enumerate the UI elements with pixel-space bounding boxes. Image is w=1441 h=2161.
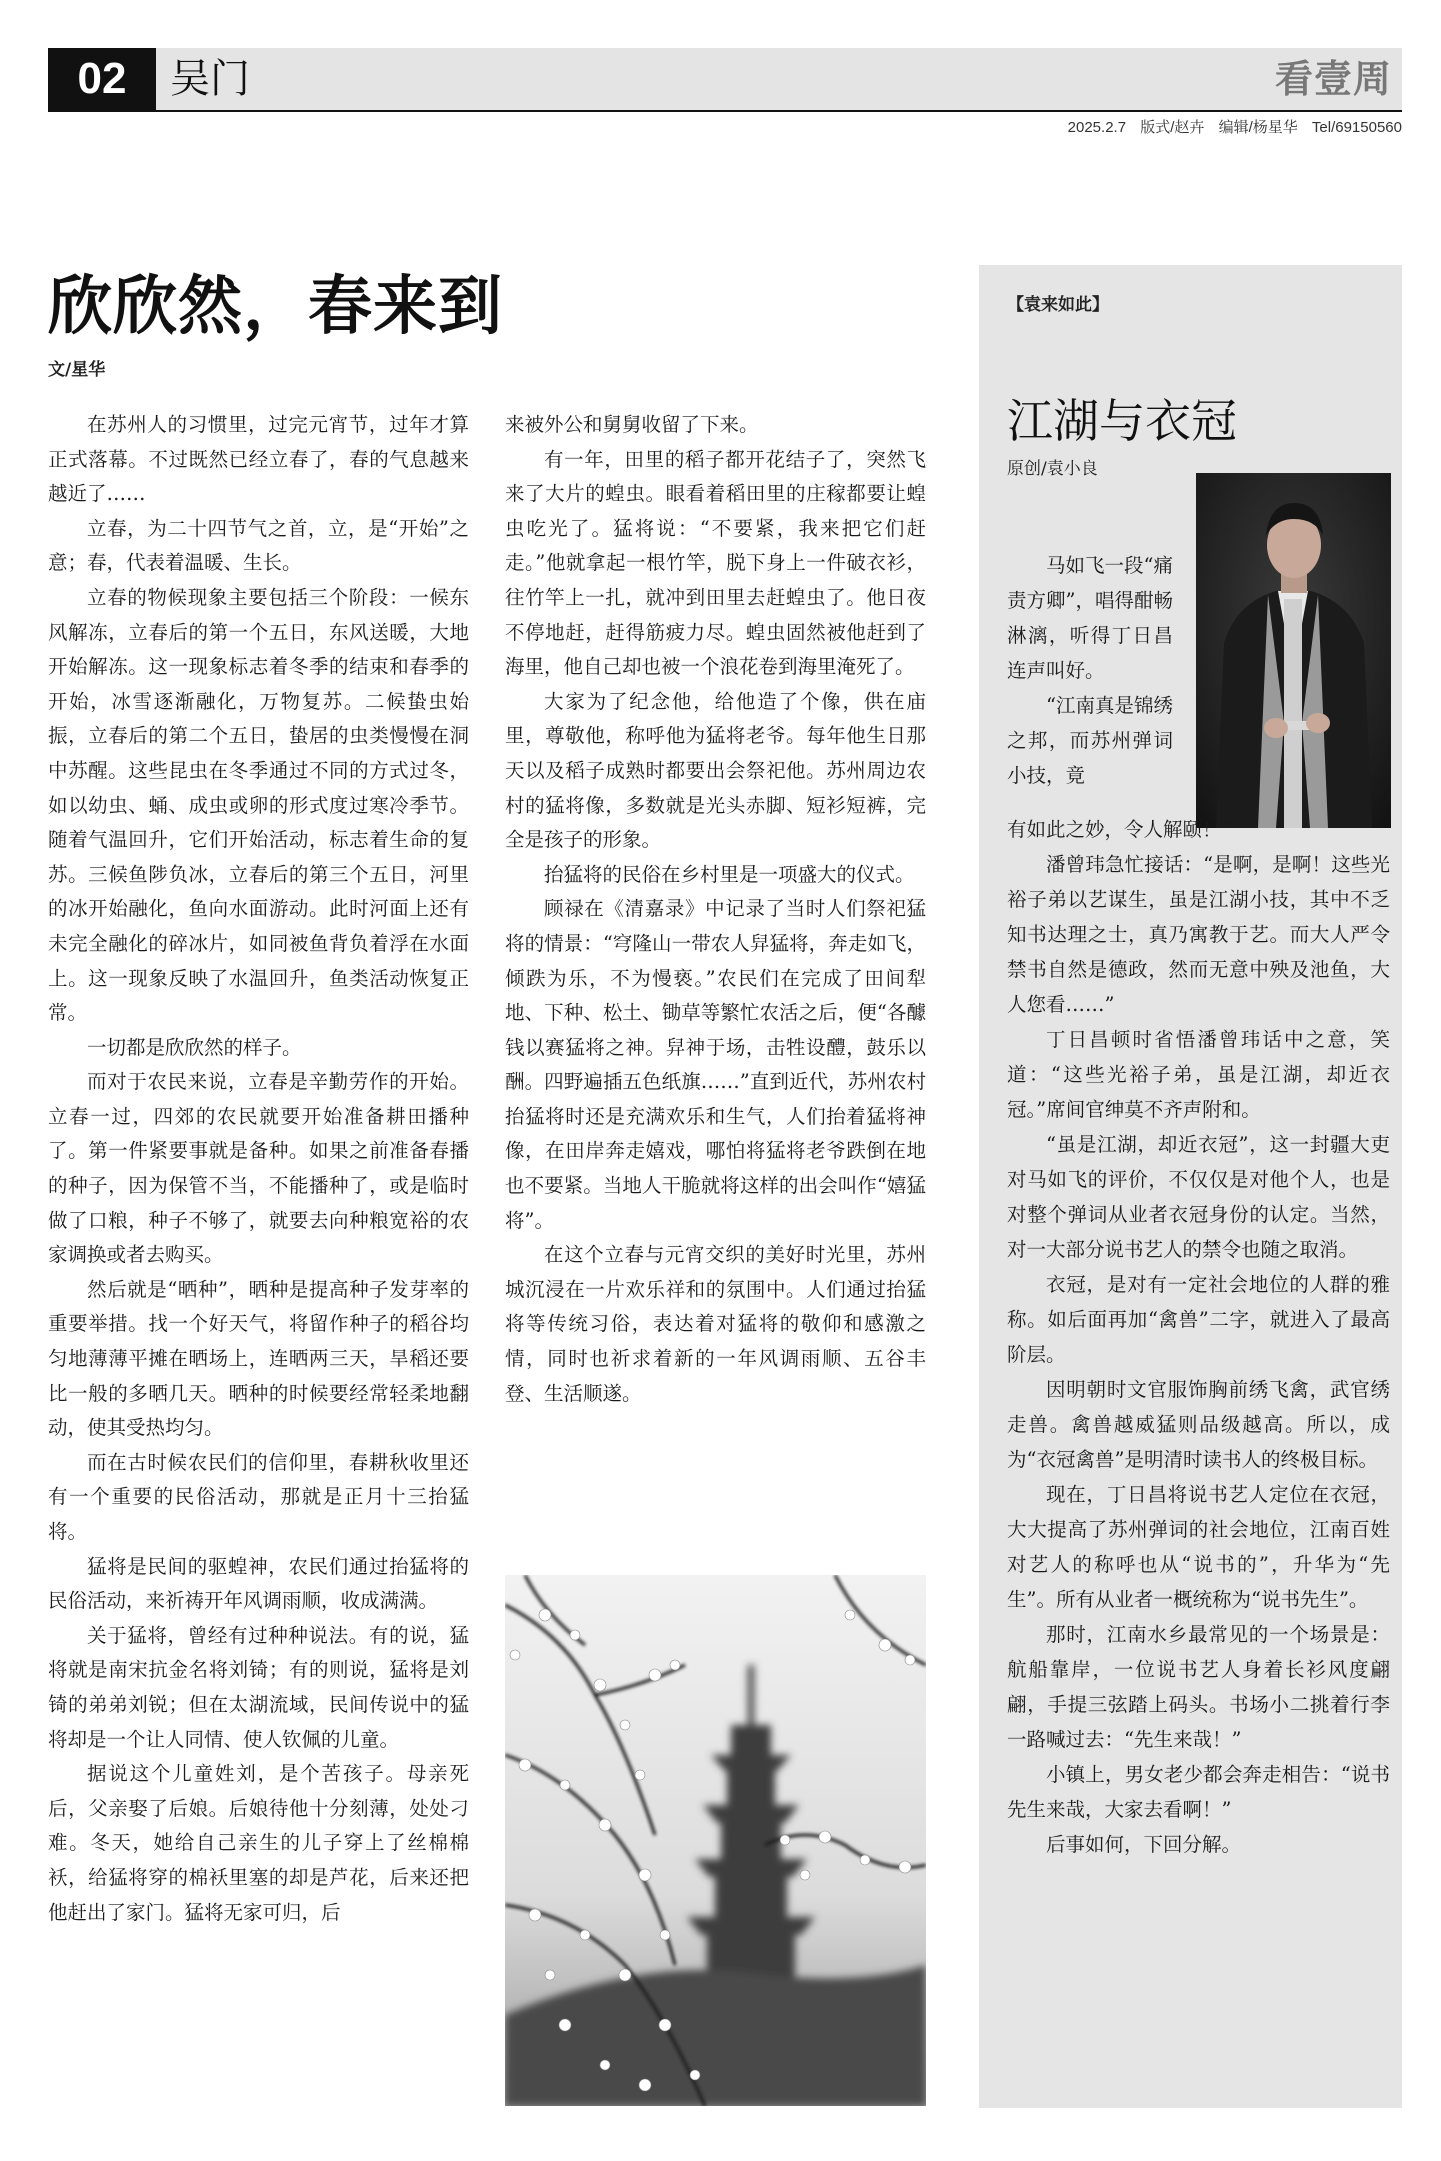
paragraph: 后事如何，下回分解。 bbox=[1046, 1833, 1242, 1856]
column-tag: 【袁来如此】 bbox=[1007, 295, 1109, 315]
paragraph-continued: 有如此之妙，令人解颐！” bbox=[1007, 818, 1232, 841]
paragraph: 关于猛将，曾经有过种种说法。有的说，猛将就是南宋抗金名将刘锜；有的则说，猛将是刘锜的弟弟刘锐；但在太湖流域，民间传说中的猛将却是一个让人同情、使人钦佩的儿童。 bbox=[48, 1623, 469, 1751]
paragraph: 然后就是“晒种”，晒种是提高种子发芽率的重要举措。找一个好天气，将留作种子的稻谷均匀地薄薄平摊在晒场上，连晒两三天，旱稻还要比一般的多晒几天。晒种的时候要经常轻柔地翻动，使其受热均匀。 bbox=[48, 1277, 469, 1440]
article-column-1 bbox=[48, 408, 469, 1930]
article-byline: 文/星华 bbox=[48, 360, 106, 380]
layout-credit: 版式/赵卉 bbox=[1140, 119, 1205, 136]
paragraph: 立春，为二十四节气之首，立，是“开始”之意；春，代表着温暖、生长。 bbox=[48, 516, 469, 575]
section-name: 吴门 bbox=[170, 56, 250, 102]
paragraph: 有一年，田里的稻子都开花结子了，突然飞来了大片的蝗虫。眼看着稻田里的庄稼都要让蝗虫吃光了。猛将说：“不要紧，我来把它们赶走。”他就拿起一根竹竿，脱下身上一件破衣衫，往竹竿上一扎，就冲到田里去赶蝗虫了。他日夜不停地赶，赶得筋疲力尽。蝗虫固然被他赶到了海里，他自己却也被一个浪花卷到海里淹死了。 bbox=[505, 447, 926, 679]
sidebar-byline: 原创/袁小良 bbox=[1007, 459, 1098, 479]
paragraph: 小镇上，男女老少都会奔走相告：“说书先生来哉，大家去看啊！” bbox=[1007, 1763, 1390, 1821]
paragraph-continued: 来被外公和舅舅收留了下来。 bbox=[505, 413, 759, 436]
paragraph: 大家为了纪念他，给他造了个像，供在庙里，尊敬他，称呼他为猛将老爷。每年他生日那天以及稻子成熟时都要出会祭祀他。苏州周边农村的猛将像，多数就是光头赤脚、短衫短裤，完全是孩子的形象。 bbox=[505, 689, 926, 852]
pagoda-blossom-photo bbox=[505, 1575, 926, 2106]
sidebar-column-narrow bbox=[1007, 548, 1173, 793]
paragraph: 而对于农民来说，立春是辛勤劳作的开始。立春一过，四郊的农民就要开始准备耕田播种了。第一件紧要事就是备种。如果之前准备春播的种子，因为保管不当，不能播种了，或是临时做了口粮，种子不够了，就要去向种粮宽裕的农家调换或者去购买。 bbox=[48, 1070, 469, 1267]
paragraph: 潘曾玮急忙接话：“是啊，是啊！这些光裕子弟以艺谋生，虽是江湖小技，其中不乏知书达理之士，真乃寓教于艺。而大人严令禁书自然是德政，然而无意中殃及池鱼，大人您看……” bbox=[1007, 853, 1390, 1016]
article-column-2 bbox=[505, 408, 926, 1411]
paragraph: 一切都是欣欣然的样子。 bbox=[87, 1035, 302, 1059]
tel-number: Tel/69150560 bbox=[1311, 119, 1402, 136]
editor-credit: 编辑/杨星华 bbox=[1218, 119, 1298, 136]
paragraph: 因明朝时文官服饰胸前绣飞禽，武官绣走兽。禽兽越威猛则品级越高。所以，成为“衣冠禽兽”是明清时读书人的终极目标。 bbox=[1007, 1378, 1390, 1471]
paragraph: 立春的物候现象主要包括三个阶段：一候东风解冻，立春后的第一个五日，东风送暖，大地开始解冻。这一现象标志着冬季的结束和春季的开始，冰雪逐渐融化，万物复苏。二候蛰虫始振，立春后的第二个五日，蛰居的虫类慢慢在洞中苏醒。这些昆虫在冬季通过不同的方式过冬，如以幼虫、蛹、成虫或卵的形式度过寒冷季节。随着气温回升，它们开始活动，标志着生命的复苏。三候鱼陟负冰，立春后的第三个五日，河里的冰开始融化，鱼向水面游动。此时河面上还有未完全融化的碎冰片，如同被鱼背负着浮在水面上。这一现象反映了水温回升，鱼类活动恢复正常。 bbox=[48, 585, 469, 1025]
page-header bbox=[48, 48, 1402, 112]
paragraph: 猛将是民间的驱蝗神，农民们通过抬猛将的民俗活动，来祈祷开年风调雨顺，收成满满。 bbox=[48, 1554, 469, 1613]
page-number: 02 bbox=[48, 48, 156, 110]
paragraph: 而在古时候农民们的信仰里，春耕秋收里还有一个重要的民俗活动，那就是正月十三抬猛将。 bbox=[48, 1450, 469, 1543]
paragraph: 在苏州人的习惯里，过完元宵节，过年才算正式落幕。不过既然已经立春了，春的气息越来越近了…… bbox=[48, 413, 469, 506]
issue-meta bbox=[1058, 116, 1402, 137]
paragraph: 现在，丁日昌将说书艺人定位在衣冠，大大提高了苏州弹词的社会地位，江南百姓对艺人的称呼也从“说书的”，升华为“先生”。所有从业者一概统称为“说书先生”。 bbox=[1007, 1483, 1390, 1611]
paragraph: 那时，江南水乡最常见的一个场景是：航船靠岸，一位说书艺人身着长衫风度翩翩，手提三弦踏上码头。书场小二挑着行李一路喊过去：“先生来哉！” bbox=[1007, 1623, 1390, 1751]
paragraph: 衣冠，是对有一定社会地位的人群的雅称。如后面再加“禽兽”二字，就进入了最高阶层。 bbox=[1007, 1273, 1390, 1366]
issue-date: 2025.2.7 bbox=[1067, 119, 1127, 136]
paragraph: 丁日昌顿时省悟潘曾玮话中之意，笑道：“这些光裕子弟，虽是江湖，却近衣冠。”席间官绅莫不齐声附和。 bbox=[1007, 1028, 1390, 1121]
paragraph: 马如飞一段“痛责方卿”，唱得酣畅淋漓，听得丁日昌连声叫好。 bbox=[1007, 554, 1173, 682]
paragraph: 抬猛将的民俗在乡村里是一项盛大的仪式。 bbox=[544, 862, 915, 886]
paragraph: 据说这个儿童姓刘，是个苦孩子。母亲死后，父亲娶了后娘。后娘待他十分刻薄，处处刁难。冬天，她给自己亲生的儿子穿上了丝棉棉袄，给猛将穿的棉袄里塞的却是芦花，后来还把他赶出了家门。猛将无家可归，后 bbox=[48, 1762, 469, 1924]
sidebar-column bbox=[1007, 812, 1390, 1862]
paragraph: “虽是江湖，却近衣冠”，这一封疆大吏对马如飞的评价，不仅仅是对他个人，也是对整个弹词从业者衣冠身份的认定。当然，对一大部分说书艺人的禁令也随之取消。 bbox=[1007, 1133, 1390, 1261]
paragraph: “江南真是锦绣之邦，而苏州弹词小技，竟 bbox=[1007, 694, 1173, 787]
brand-logo: 看壹周 bbox=[1274, 57, 1392, 101]
paragraph: 顾禄在《清嘉录》中记录了当时人们祭祀猛将的情景：“穹隆山一带农人舁猛将，奔走如飞，倾跌为乐，不为慢亵。”农民们在完成了田间犁地、下种、松土、锄草等繁忙农活之后，便“各醵钱以赛猛将之神。舁神于场，击牲设醴，鼓乐以酬。四野遍插五色纸旗……”直到近代，苏州农村抬猛将时还是充满欢乐和生气，人们抬着猛将神像，在田岸奔走嬉戏，哪怕将猛将老爷跌倒在地也不要紧。当地人干脆就将这样的出会叫作“嬉猛将”。 bbox=[505, 897, 926, 1232]
paragraph: 在这个立春与元宵交织的美好时光里，苏州城沉浸在一片欢乐祥和的氛围中。人们通过抬猛将等传统习俗，表达着对猛将的敬仰和感激之情，同时也祈求着新的一年风调雨顺、五谷丰登、生活顺遂。 bbox=[505, 1243, 926, 1405]
author-portrait bbox=[1196, 473, 1391, 828]
article-title: 欣欣然，春来到 bbox=[48, 269, 503, 344]
sidebar-title: 江湖与衣冠 bbox=[1007, 394, 1237, 448]
